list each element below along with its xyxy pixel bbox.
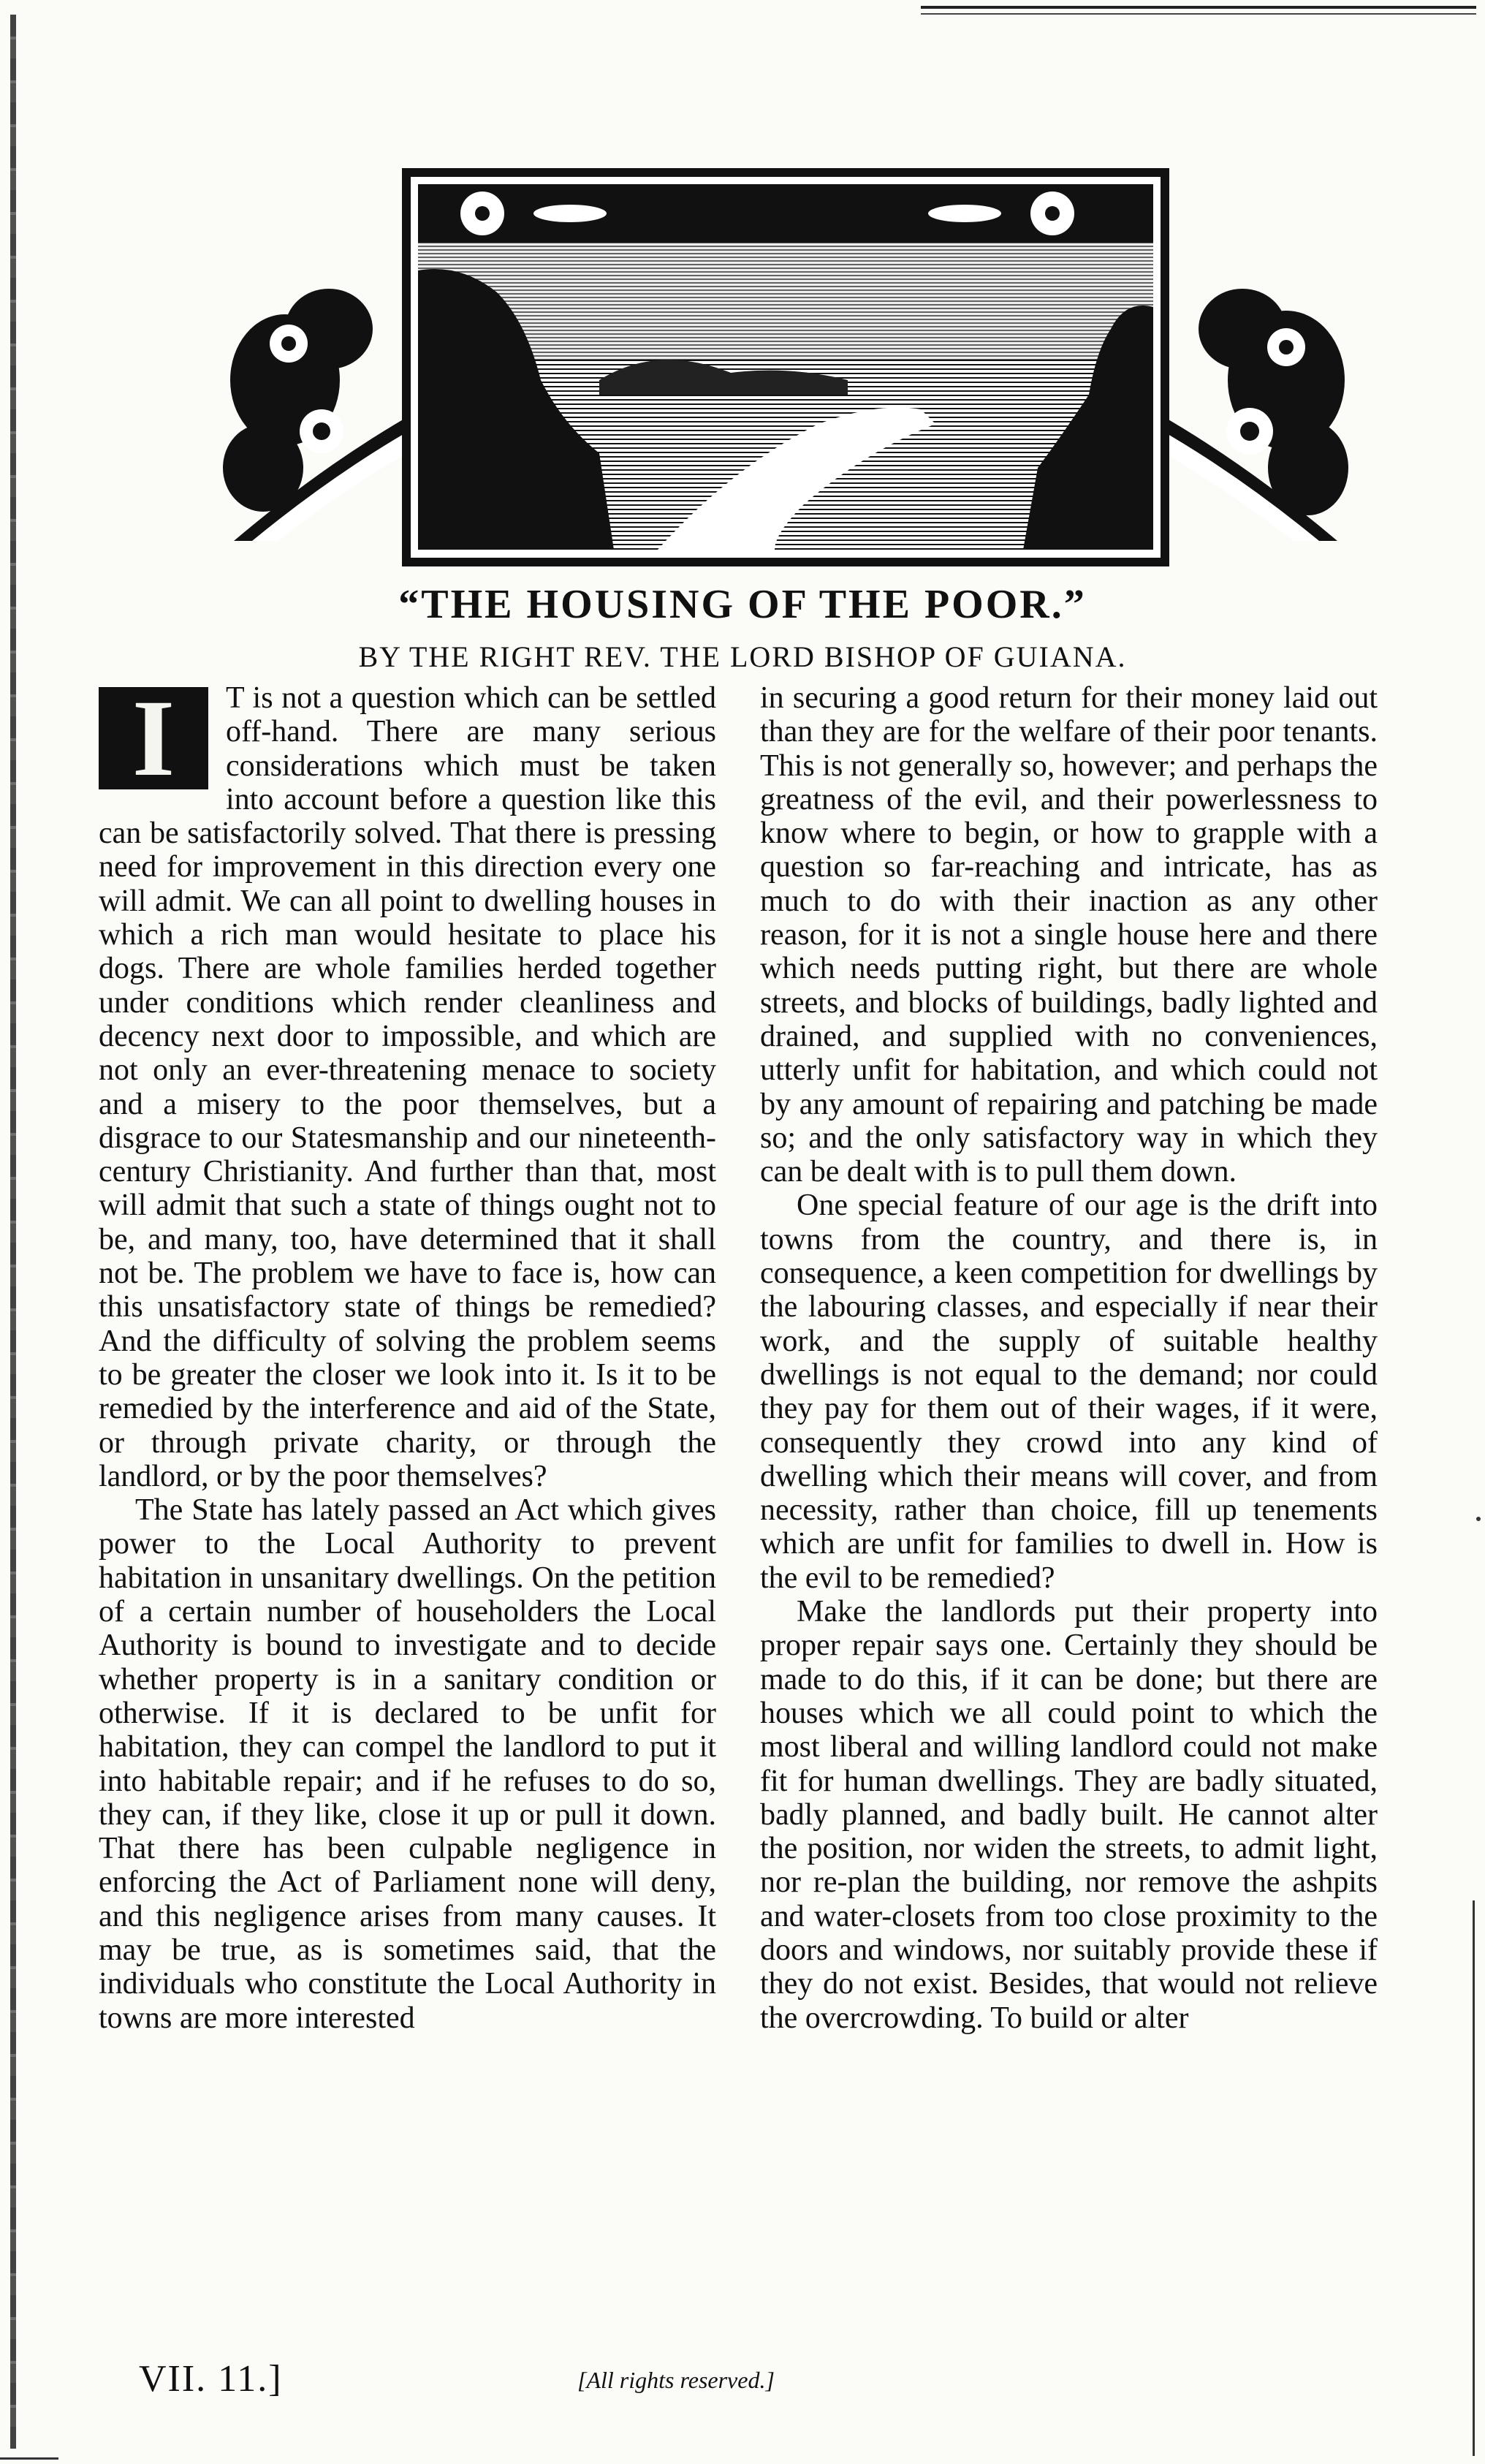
right-edge-line <box>1473 1900 1475 2456</box>
paragraph-1-text: T is not a question which can be settled off-hand. There are many serious considerations which must be taken into account before a question like this can be satisfactorily solved. That there is pressing need for improvement in this direction every one will admit. We can all point to dwelling houses in which a rich man would hesitate to place his dogs. There are whole families herded together under conditions which render cleanliness and decency next door to impossible, and which are not only an ever-threatening menace to society and a misery to the poor themselves, but a disgrace to our Statesmanship and our nineteenth-century Christianity. And further than that, most will admit that such a state of things ought not to be, and many, too, have determined that it shall not be. The problem we have to face is, how can this unsatisfactory state of things be remedied? And the difficulty of solving the problem seems to be greater the closer we look into it. Is it to be remedied by the interference and aid of the State, or through private charity, or through the landlord, or by the poor themselves? <box>99 681 716 1493</box>
rights-notice: [All rights reserved.] <box>577 2367 775 2393</box>
article-title: “THE HOUSING OF THE POOR.” <box>398 582 1087 627</box>
article-byline: BY THE RIGHT REV. THE LORD BISHOP OF GUIANA. <box>358 640 1127 673</box>
paragraph-3: in securing a good return for their money laid out than they are for the welfare of their poor tenants. This is not generally so, however; and perhaps the greatness of the evil, and their powerlessness to know where to begin, or how to grapple with a question so far-reaching and intricate, has as much to do with their inaction as any other reason, for it is not a single house here and there which needs putting right, but there are whole streets, and blocks of buildings, badly lighted and drained, and supplied with no conveniences, utterly unfit for habitation, and which could not by any amount of repairing and patching be made so; and the only satisfactory way in which they can be dealt with is to pull them down. <box>760 681 1378 1189</box>
column-right <box>760 681 1378 2035</box>
paragraph-1 <box>99 678 716 1493</box>
paragraph-5: Make the landlords put their property into proper repair says one. Certainly they should be made to do this, if it can be done; but there are houses which we all could point to which the most liberal and willing landlord could not make fit for human dwellings. They are badly situated, badly planned, and badly built. He cannot alter the position, nor widen the streets, to admit light, nor re-plan the building, nor remove the ashpits and water-closets from too close proximity to the doors and windows, nor suitably provide these if they do not exist. Besides, that would not relieve the overcrowding. To build or alter <box>760 1595 1378 2035</box>
bottom-mark <box>0 2457 58 2460</box>
top-rule-thin <box>921 13 1476 15</box>
drop-cap: I <box>99 687 208 789</box>
binding-edge <box>10 15 16 2449</box>
volume-number: VII. 11.] <box>139 2358 283 2400</box>
headpiece-illustration <box>219 161 1352 570</box>
paragraph-2: The State has lately passed an Act which gives power to the Local Authority to prevent habitation in unsanitary dwellings. On the petition of a certain number of householders the Local Authority is bound to investigate and to decide whether property is in a sanitary condition or otherwise. If it is declared to be unfit for habitation, they can compel the landlord to put it into habitable repair; and if he refuses to do so, they can, if they like, close it up or pull it down. That there has been culpable negligence in enforcing the Act of Parliament none will deny, and this negligence arises from many causes. It may be true, as is sometimes said, that the individuals who constitute the Local Authority in towns are more interested <box>99 1493 716 2035</box>
column-left <box>99 678 716 2035</box>
margin-dot <box>1476 1517 1481 1521</box>
paragraph-4: One special feature of our age is the drift into towns from the country, and there is, in consequence, a keen competition for dwellings by the labouring classes, and especially if near their work, and the supply of suitable healthy dwellings is not equal to the demand; nor could they pay for them out of their wages, if it were, consequently they crowd into any kind of dwelling which their means will cover, and from necessity, rather than choice, fill up tenements which are unfit for families to dwell in. How is the evil to be remedied? <box>760 1189 1378 1595</box>
top-rule <box>921 6 1476 9</box>
